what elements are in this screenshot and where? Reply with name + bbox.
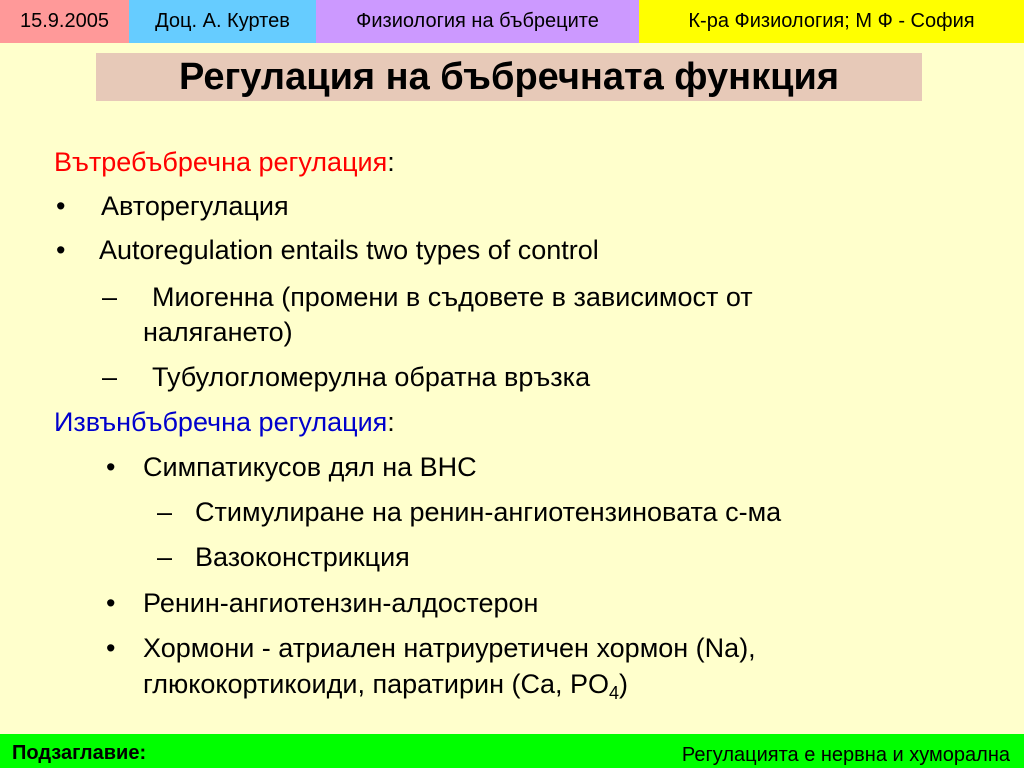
dash-marker: – [157, 542, 173, 572]
bullet-marker: • [56, 235, 66, 265]
dash-marker: – [157, 497, 173, 527]
hormones-line2-text: глюкокортикоиди, паратирин (Ca, PO [143, 669, 610, 699]
extra-bullet-hormones-line1: Хормони - атриален натриуретичен хормон (Na), [143, 633, 756, 663]
header-date [0, 0, 129, 43]
bullet-marker: • [56, 191, 66, 221]
header-course-text: Физиология на бъбреците [356, 10, 599, 32]
intra-dash-myogenic-line2: налягането) [143, 317, 293, 347]
slide-title: Регулация на бъбречната функция [178, 55, 840, 98]
hormones-line2-end: ) [619, 669, 629, 699]
extra-heading-line [54, 406, 395, 438]
footer-bar [0, 734, 1024, 768]
intra-dash-tgf: Тубулогломерулна обратна връзка [152, 362, 591, 392]
po4-subscript: 4 [609, 683, 620, 703]
extra-sub-vasoconstriction: Вазоконстрикция [195, 542, 410, 572]
footer-subtitle-text: Регулацията е нервна и хуморална [681, 744, 1010, 766]
extra-heading: Извънбъбречна регулация [54, 407, 388, 437]
extra-bullet-raas: Ренин-ангиотензин-алдостерон [143, 588, 539, 618]
extra-sub-renin-stimulation: Стимулиране на ренин-ангиотензиновата с-ма [195, 497, 782, 527]
bullet-marker: • [106, 452, 116, 482]
header-course [316, 0, 639, 43]
extra-bullet-hormones-line2 [143, 668, 629, 703]
slide-title-box [96, 53, 922, 101]
intra-heading-colon: : [387, 147, 395, 177]
header-author [129, 0, 316, 43]
footer-subtitle-label: Подзаглавие: [12, 742, 147, 764]
extra-bullet-sympathetic: Симпатикусов дял на ВНС [143, 452, 477, 482]
intra-heading-line [54, 146, 395, 178]
bullet-marker: • [106, 588, 116, 618]
header-date-text: 15.9.2005 [20, 10, 109, 32]
intra-bullet-autoregulation-en: Autoregulation entails two types of control [99, 235, 599, 265]
intra-bullet-autoregulation: Авторегулация [101, 191, 289, 221]
dash-marker: – [102, 362, 118, 392]
header-author-text: Доц. А. Куртев [155, 10, 290, 32]
extra-heading-colon: : [387, 407, 395, 437]
header-department-text: К-ра Физиология; М Ф - София [688, 10, 975, 32]
bullet-marker: • [106, 633, 116, 663]
dash-marker: – [102, 282, 118, 312]
intra-heading: Вътребъбречна регулация [54, 147, 388, 177]
intra-dash-myogenic-line1: Миогенна (промени в съдовете в зависимост от [152, 282, 753, 312]
header-department [639, 0, 1024, 43]
